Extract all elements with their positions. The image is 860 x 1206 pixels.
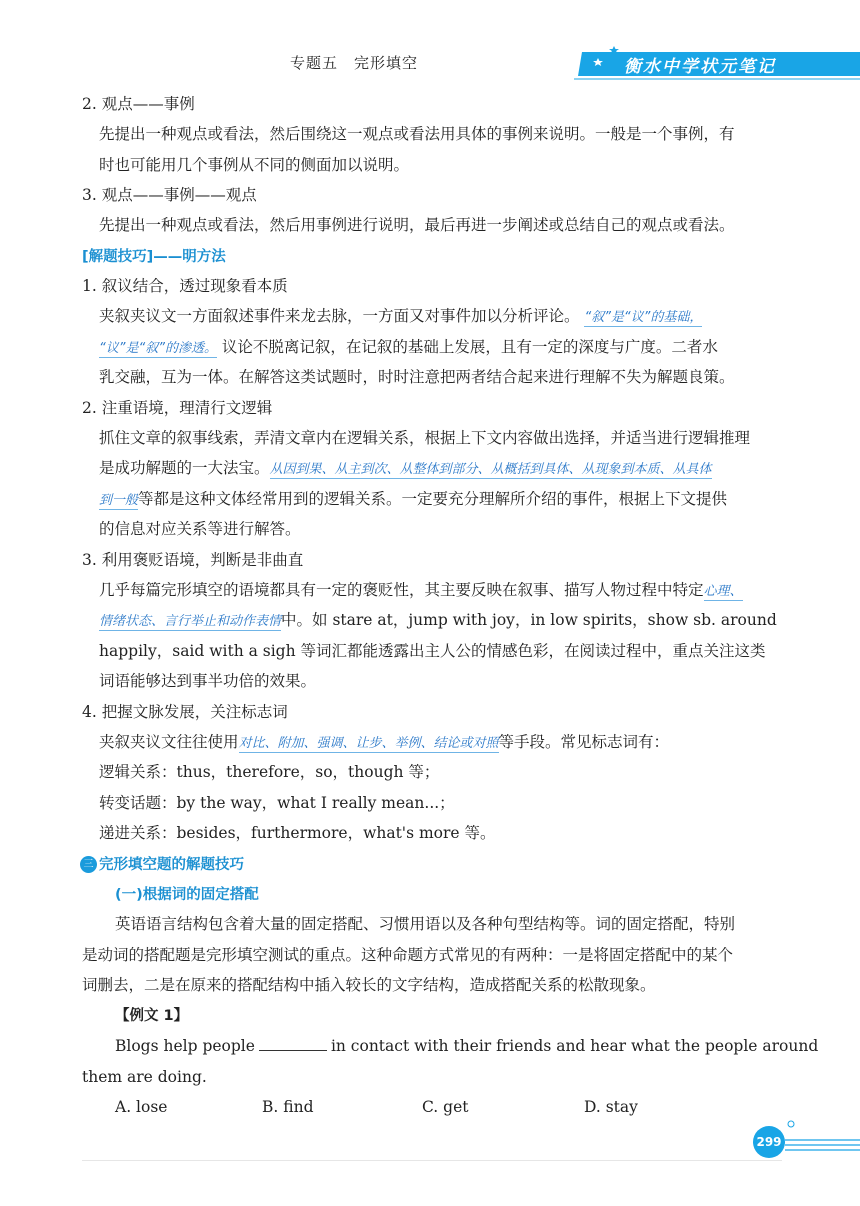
tip-1-title: 1. 叙议结合，透过现象看本质 bbox=[82, 277, 288, 295]
heading-viewpoint-example-viewpoint: 3. 观点——事例——观点 bbox=[82, 186, 257, 204]
paragraph-line: 抓住文章的叙事线索，弄清文章内在逻辑关系，根据上下文内容做出选择，并适当进行逻辑推理 bbox=[99, 429, 751, 447]
heading-viewpoint-example: 2. 观点——事例 bbox=[82, 95, 195, 113]
paragraph-line: 逻辑关系：thus，therefore，so，though 等； bbox=[99, 763, 440, 781]
text-run: 等都是这种文体经常用到的逻辑关系。一定要充分理解所介绍的事件，根据上下文提供 bbox=[138, 490, 728, 508]
footer-divider bbox=[82, 1160, 782, 1161]
footer-decoration bbox=[785, 1118, 860, 1158]
answer-blank bbox=[259, 1049, 327, 1051]
text-run: 是成功解题的一大法宝。 bbox=[99, 459, 270, 477]
text-run: 几乎每篇完形填空的语境都具有一定的褒贬性，其主要反映在叙事、描写人物过程中特定 bbox=[99, 581, 704, 599]
paragraph-line: 的信息对应关系等进行解答。 bbox=[99, 520, 301, 538]
option-c: C. get bbox=[422, 1098, 469, 1116]
handwritten-note: 情绪状态、言行举止和动作表情 bbox=[99, 614, 282, 629]
subsection-1-heading bbox=[115, 879, 815, 910]
subsection-1-title: (一)根据词的固定搭配 bbox=[115, 887, 259, 903]
handwritten-note: “议”是“叙”的渗透。 bbox=[99, 341, 217, 356]
paragraph-line: happily，said with a sigh 等词汇都能透露出主人公的情感色彩，在阅读过程中，重点关注这类 bbox=[99, 642, 766, 660]
handwritten-note: 心理、 bbox=[703, 584, 743, 599]
paragraph-line bbox=[99, 484, 799, 516]
tip-2-title: 2. 注重语境，理清行文逻辑 bbox=[82, 399, 273, 417]
page-number: 299 bbox=[753, 1126, 785, 1158]
example-title: 【例文 1】 bbox=[115, 1008, 189, 1024]
brand-text: 衡水中学状元笔记 bbox=[624, 57, 776, 77]
option-d: D. stay bbox=[584, 1098, 638, 1116]
paragraph-line: 乳交融，互为一体。在解答这类试题时，时时注意把两者结合起来进行理解不失为解题良策。 bbox=[99, 368, 735, 386]
handwritten-note: 从因到果、从主到次、从整体到部分、从概括到具体、从现象到本质、从具体 bbox=[269, 462, 712, 477]
text-run: Blogs help people bbox=[115, 1037, 255, 1055]
paragraph-line: 先提出一种观点或看法，然后用事例进行说明，最后再进一步阐述或总结自己的观点或看法。 bbox=[99, 216, 735, 234]
example-sentence-end: them are doing. bbox=[82, 1068, 207, 1086]
section-3-heading bbox=[80, 849, 780, 880]
paragraph-line bbox=[99, 605, 799, 637]
page-header-title: 专题五 完形填空 bbox=[290, 54, 419, 72]
paragraph-line: 时也可能用几个事例从不同的侧面加以说明。 bbox=[99, 156, 410, 174]
handwritten-note: 对比、附加、强调、让步、举例、结论或对照 bbox=[238, 736, 499, 751]
tip-4-title: 4. 把握文脉发展，关注标志词 bbox=[82, 703, 288, 721]
text-run: 等手段。常见标志词有： bbox=[498, 733, 670, 751]
text-run: 中。如 stare at，jump with joy，in low spirits，show sb. around bbox=[281, 611, 777, 629]
paragraph-line: 词删去，二是在原来的搭配结构中插入较长的文字结构，造成搭配关系的松散现象。 bbox=[82, 976, 656, 994]
example-sentence bbox=[115, 1031, 819, 1061]
text-run: 夹叙夹议文一方面叙述事件来龙去脉，一方面又对事件加以分析评论。 bbox=[99, 307, 580, 325]
text-run: 议论不脱离记叙，在记叙的基础上发展，且有一定的深度与广度。二者水 bbox=[221, 338, 718, 356]
section-3-title: 完形填空题的解题技巧 bbox=[99, 857, 244, 873]
option-a: A. lose bbox=[115, 1098, 168, 1116]
handwritten-note: “叙”是“议”的基础， bbox=[584, 310, 703, 325]
text-run: in contact with their friends and hear what the people around bbox=[330, 1037, 819, 1055]
paragraph-line: 转变话题：by the way，what I really mean...； bbox=[99, 794, 455, 812]
text-run: 夹叙夹议文往往使用 bbox=[99, 733, 239, 751]
paragraph-line: 先提出一种观点或看法，然后围绕这一观点或看法用具体的事例来说明。一般是一个事例，有 bbox=[99, 125, 735, 143]
paragraph-line: 递进关系：besides，furthermore，what's more 等。 bbox=[99, 824, 496, 842]
paragraph-line: 是动词的搭配题是完形填空测试的重点。这种命题方式常见的有两种：一是将固定搭配中的某个 bbox=[82, 946, 734, 964]
option-b: B. find bbox=[262, 1098, 314, 1116]
paragraph-line bbox=[99, 727, 799, 759]
tips-heading-label: [解题技巧]——明方法 bbox=[82, 249, 226, 265]
paragraph-line bbox=[99, 332, 799, 364]
paragraph-line bbox=[99, 453, 799, 485]
paragraph-line: 词语能够达到事半功倍的效果。 bbox=[99, 672, 317, 690]
handwritten-note: 到一般 bbox=[99, 493, 139, 508]
circle-san-icon: 三 bbox=[80, 856, 97, 873]
tips-heading bbox=[82, 241, 782, 272]
tip-3-title: 3. 利用褒贬语境，判断是非曲直 bbox=[82, 551, 304, 569]
paragraph-line: 英语语言结构包含着大量的固定搭配、习惯用语以及各种句型结构等。词的固定搭配，特别 bbox=[115, 915, 736, 933]
paragraph-line bbox=[99, 301, 799, 333]
paragraph-line bbox=[99, 575, 799, 607]
